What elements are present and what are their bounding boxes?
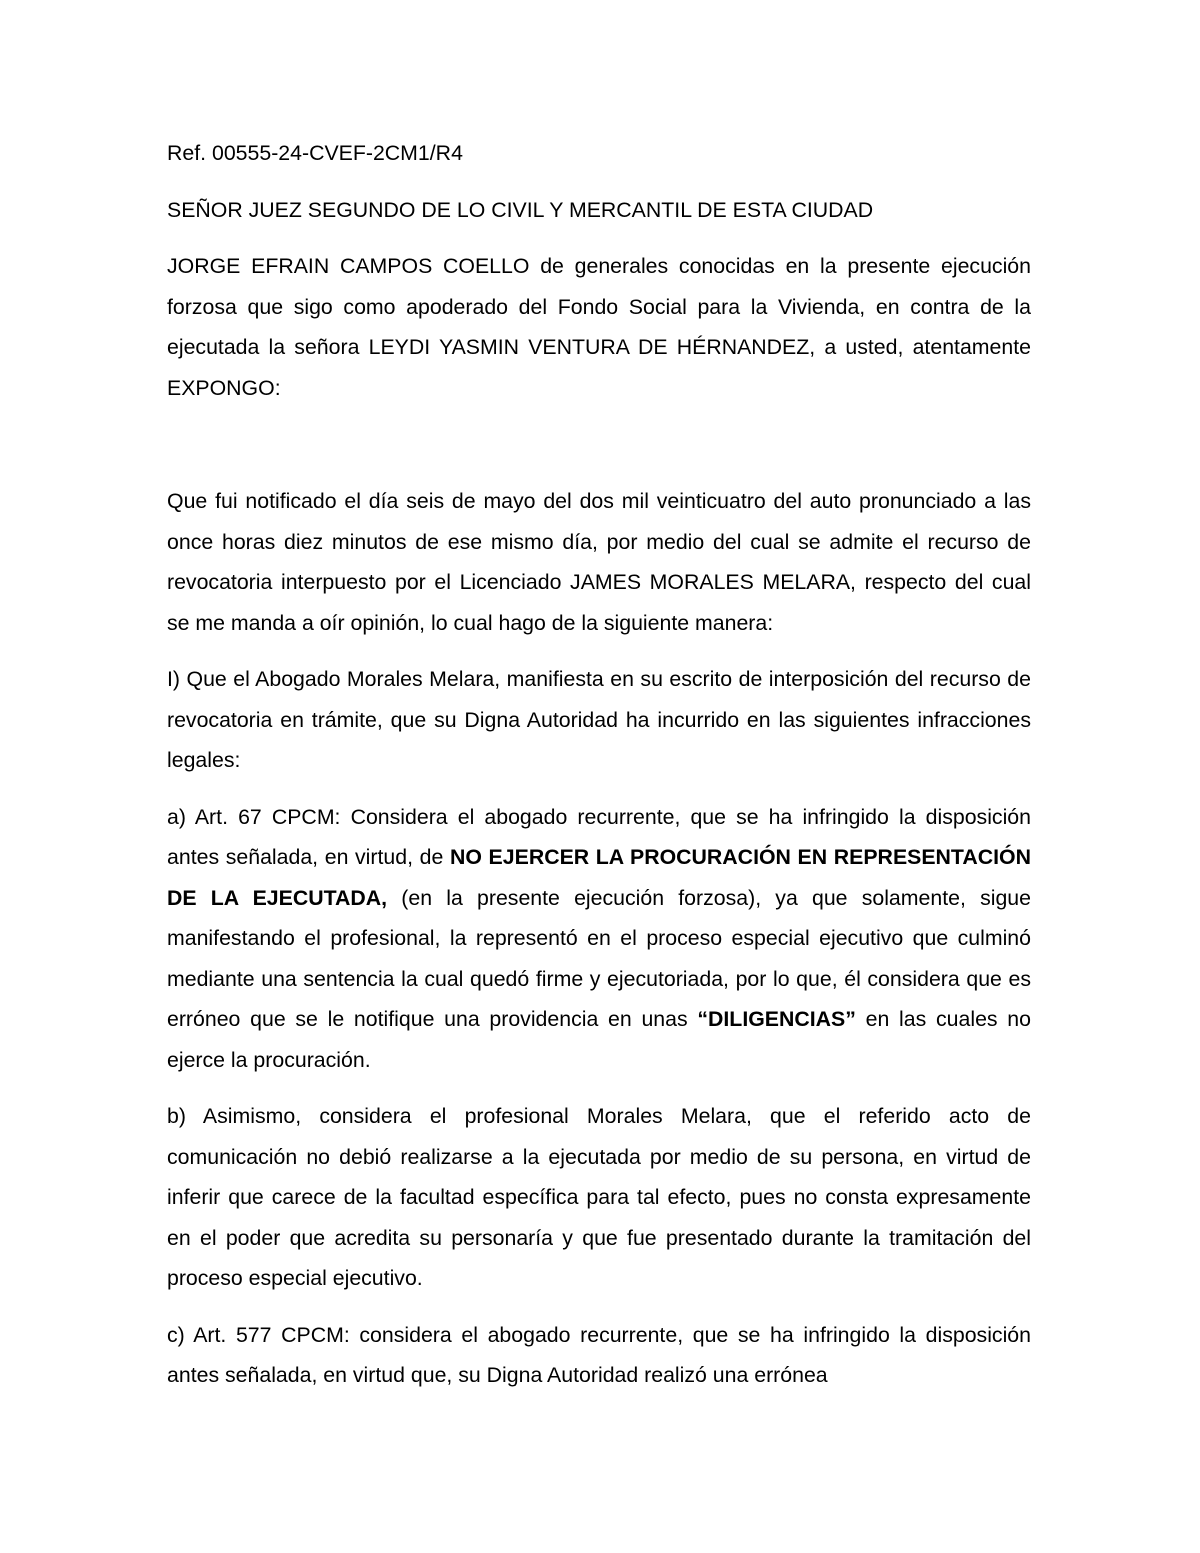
item-a-bold-2: “DILIGENCIAS”	[697, 1007, 856, 1031]
item-a-text-1: a) Art. 67 CPCM: Considera el abogado recurrente, que se ha infringido la disposición antes señalada, en virtud, de	[167, 804, 1031, 869]
document-body	[167, 133, 1031, 1412]
addressee-line: SEÑOR JUEZ SEGUNDO DE LO CIVIL Y MERCANTIL DE ESTA CIUDAD	[167, 197, 874, 222]
intro-paragraph: JORGE EFRAIN CAMPOS COELLO de generales conocidas en la presente ejecución forzosa que sigo como apoderado del Fondo Social para la Vivienda, en contra de la ejecutada la señora LEYDI YASMIN VENTURA DE HÉRNANDEZ, a usted, atentamente EXPONGO:	[167, 254, 1031, 400]
item-a-text-3: en las cuales no ejerce la procuración.	[167, 1007, 1031, 1072]
paragraph-spacer	[167, 424, 1031, 481]
notification-paragraph: Que fui notificado el día seis de mayo del dos mil veinticuatro del auto pronunciado a las once horas diez minutos de ese mismo día, por medio del cual se admite el recurso de revocatoria interpuesto por el Licenciado JAMES MORALES MELARA, respecto del cual se me manda a oír opinión, lo cual hago de la siguiente manera:	[167, 489, 1031, 635]
item-a-paragraph	[167, 797, 1031, 1081]
item-b-paragraph: b) Asimismo, considera el profesional Morales Melara, que el referido acto de comunicación no debió realizarse a la ejecutada por medio de su persona, en virtud de inferir que carece de la facultad específica para tal efecto, pues no consta expresamente en el poder que acredita su personaría y que fue presentado durante la tramitación del proceso especial ejecutivo.	[167, 1104, 1031, 1290]
item-a-text-2: (en la presente ejecución forzosa), ya que solamente, sigue manifestando el profesional, la representó en el proceso especial ejecutivo que culminó mediante una sentencia la cual quedó firme y ejecutoriada, por lo que, él considera que es erróneo que se le notifique una providencia en unas	[167, 885, 1031, 1031]
item-a-bold-1: NO EJERCER LA PROCURACIÓN EN REPRESENTACIÓN DE LA EJECUTADA,	[167, 845, 1031, 910]
reference-line: Ref. 00555-24-CVEF-2CM1/R4	[167, 141, 463, 165]
item-c-paragraph: c) Art. 577 CPCM: considera el abogado recurrente, que se ha infringido la disposición antes señalada, en virtud que, su Digna Autoridad realizó una errónea	[167, 1322, 1031, 1387]
section-1-paragraph: I) Que el Abogado Morales Melara, manifiesta en su escrito de interposición del recurso de revocatoria en trámite, que su Digna Autoridad ha incurrido en las siguientes infracciones legales:	[167, 667, 1031, 772]
